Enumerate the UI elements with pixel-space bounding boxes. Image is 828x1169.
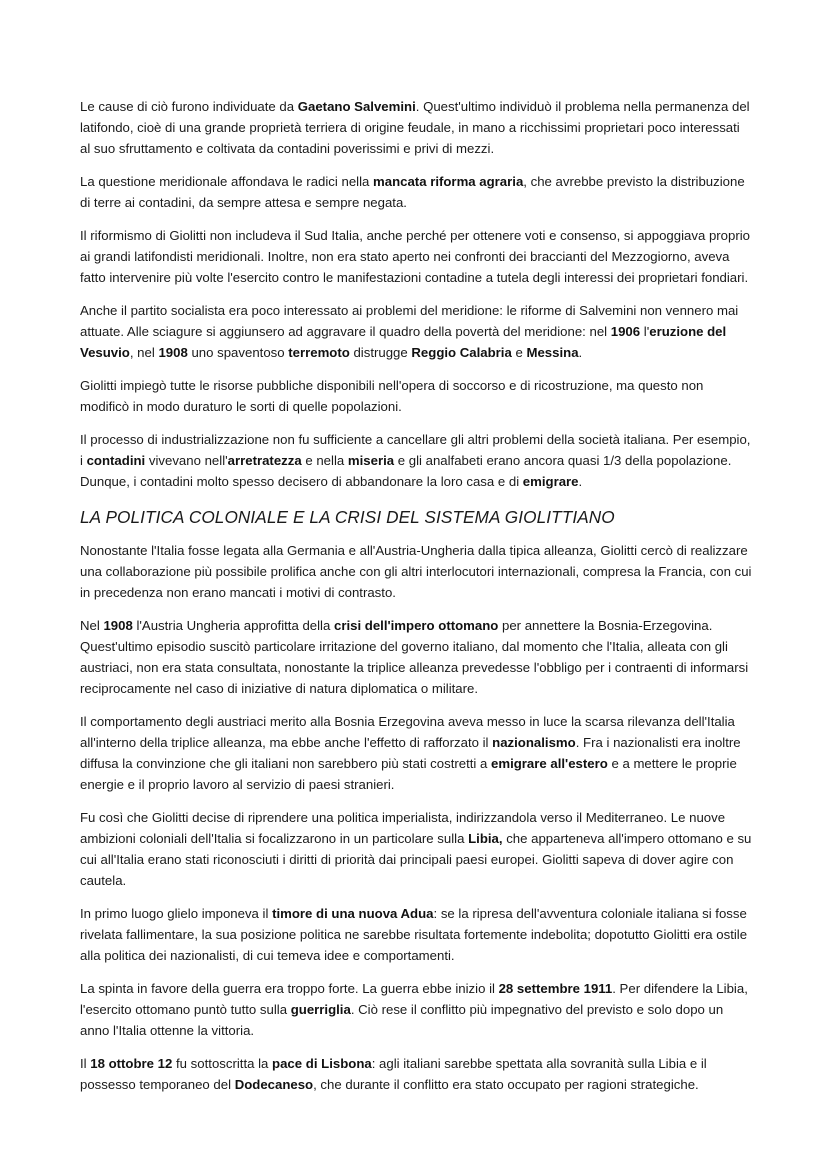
bold-term: 1906 <box>610 324 641 339</box>
section-paragraphs <box>80 540 752 1095</box>
bold-term: Messina <box>526 345 579 360</box>
bold-term: crisi dell'impero ottomano <box>333 618 499 633</box>
document-page <box>80 96 752 1107</box>
bold-term: nazionalismo <box>492 735 576 750</box>
bold-term: Reggio Calabria <box>411 345 512 360</box>
paragraph: Il processo di industrializzazione non fu sufficiente a cancellare gli altri problemi della società italiana. Per esempio, i contadini vivevano nell'arretratezza e nella miseria e gli analfabeti erano ancora quasi 1/3 della popolazione. Dunque, i contadini molto spesso decisero di abbandonare la loro casa e di emigrare. <box>80 432 751 489</box>
bold-term: mancata riforma agraria <box>373 174 524 189</box>
paragraph: Nel 1908 l'Austria Ungheria approfitta della crisi dell'impero ottomano per annettere la Bosnia-Erzegovina. Quest'ultimo episodio suscitò particolare irritazione del governo italiano, dal momento che l'Italia, alleata con gli austriaci, non era stata consultata, nonostante la triplice alleanza prevedesse l'obbligo per i contraenti di informarsi reciprocamente nel caso di iniziative di natura diplomatica o militare. <box>80 618 749 696</box>
bold-term: Gaetano Salvemini <box>297 99 416 114</box>
bold-term: 18 ottobre 12 <box>90 1056 173 1071</box>
bold-term: eruzione del Vesuvio <box>80 324 727 360</box>
bold-term: pace di Lisbona <box>272 1056 372 1071</box>
bold-term: 1908 <box>158 345 188 360</box>
bold-term: miseria <box>347 453 395 468</box>
bold-term: arretratezza <box>227 453 302 468</box>
section-heading: LA POLITICA COLONIALE E LA CRISI DEL SISTEMA GIOLITTIANO <box>80 507 615 527</box>
bold-term: contadini <box>86 453 146 468</box>
bold-term: timore di una nuova Adua <box>272 906 434 921</box>
bold-term: Libia, <box>468 831 503 846</box>
bold-term: emigrare all'estero <box>491 756 608 771</box>
bold-term: emigrare <box>522 474 579 489</box>
bold-term: 28 settembre 1911 <box>498 981 613 996</box>
paragraph: In primo luogo glielo imponeva il timore di una nuova Adua: se la ripresa dell'avventura coloniale italiana si fosse rivelata fallimentare, la sua posizione politica ne sarebbe risultata fortemente indebolita; dopotutto Giolitti era ostile alla politica dei nazionalisti, di cui temeva idee e comportamenti. <box>80 906 748 963</box>
paragraph: Le cause di ciò furono individuate da Gaetano Salvemini. Quest'ultimo individuò il problema nella permanenza del latifondo, cioè di una grande proprietà terriera di origine feudale, in mano a ricchissimi proprietari poco interessati al suo sfruttamento e coltivata da contadini poverissimi e privi di mezzi. <box>80 99 750 156</box>
paragraph: Il comportamento degli austriaci merito alla Bosnia Erzegovina aveva messo in luce la scarsa rilevanza dell'Italia all'interno della triplice alleanza, ma ebbe anche l'effetto di rafforzato il nazionalismo. Fra i nazionalisti era inoltre diffusa la convinzione che gli italiani non sarebbero più stati costretti a emigrare all'estero e a mettere le proprie energie e il proprio lavoro al servizio di paesi stranieri. <box>80 714 741 792</box>
bold-term: terremoto <box>288 345 350 360</box>
paragraph: La questione meridionale affondava le radici nella mancata riforma agraria, che avrebbe previsto la distribuzione di terre ai contadini, da sempre attesa e sempre negata. <box>80 174 745 210</box>
paragraph: Il riformismo di Giolitti non includeva il Sud Italia, anche perché per ottenere voti e consenso, si appoggiava proprio ai grandi latifondisti meridionali. Inoltre, non era stato aperto nei confronti dei braccianti del Mezzogiorno, aveva fatto intervenire più volte l'esercito contro le manifestazioni contadine a tutela degli interessi dei proprietari fondiari. <box>80 228 750 285</box>
bold-term: Dodecaneso <box>234 1077 314 1092</box>
paragraph: Fu così che Giolitti decise di riprendere una politica imperialista, indirizzandola verso il Mediterraneo. Le nuove ambizioni coloniali dell'Italia si focalizzarono in un particolare sulla Libia, che apparteneva all'impero ottomano e su cui all'Italia erano stati riconosciuti i diritti di priorità dai principali paesi europei. Giolitti sapeva di dover agire con cautela. <box>80 810 752 888</box>
paragraph: La spinta in favore della guerra era troppo forte. La guerra ebbe inizio il 28 settembre 1911. Per difendere la Libia, l'esercito ottomano puntò tutto sulla guerriglia. Ciò rese il conflitto più impegnativo del previsto e solo dopo un anno l'Italia ottenne la vittoria. <box>80 981 748 1038</box>
bold-term: 1908 <box>103 618 133 633</box>
paragraph: Giolitti impiegò tutte le risorse pubbliche disponibili nell'opera di soccorso e di ricostruzione, ma questo non modificò in modo duraturo le sorti di quelle popolazioni. <box>80 378 704 414</box>
paragraph: Nonostante l'Italia fosse legata alla Germania e all'Austria-Ungheria dalla tipica alleanza, Giolitti cercò di realizzare una collaborazione più possibile prolifica anche con gli altri interlocutori internazionali, compresa la Francia, con cui in precedenza non erano mancati i motivi di contrasto. <box>80 543 752 600</box>
paragraph: Il 18 ottobre 12 fu sottoscritta la pace di Lisbona: agli italiani sarebbe spettata alla sovranità sulla Libia e il possesso temporaneo del Dodecaneso, che durante il conflitto era stato occupato per ragioni strategiche. <box>80 1056 707 1092</box>
paragraph: Anche il partito socialista era poco interessato ai problemi del meridione: le riforme di Salvemini non vennero mai attuate. Alle sciagure si aggiunsero ad aggravare il quadro della povertà del meridione: nel 1906 l'eruzione del Vesuvio, nel 1908 uno spaventoso terremoto distrugge Reggio Calabria e Messina. <box>80 303 739 360</box>
intro-paragraphs <box>80 96 752 492</box>
bold-term: guerriglia <box>290 1002 351 1017</box>
